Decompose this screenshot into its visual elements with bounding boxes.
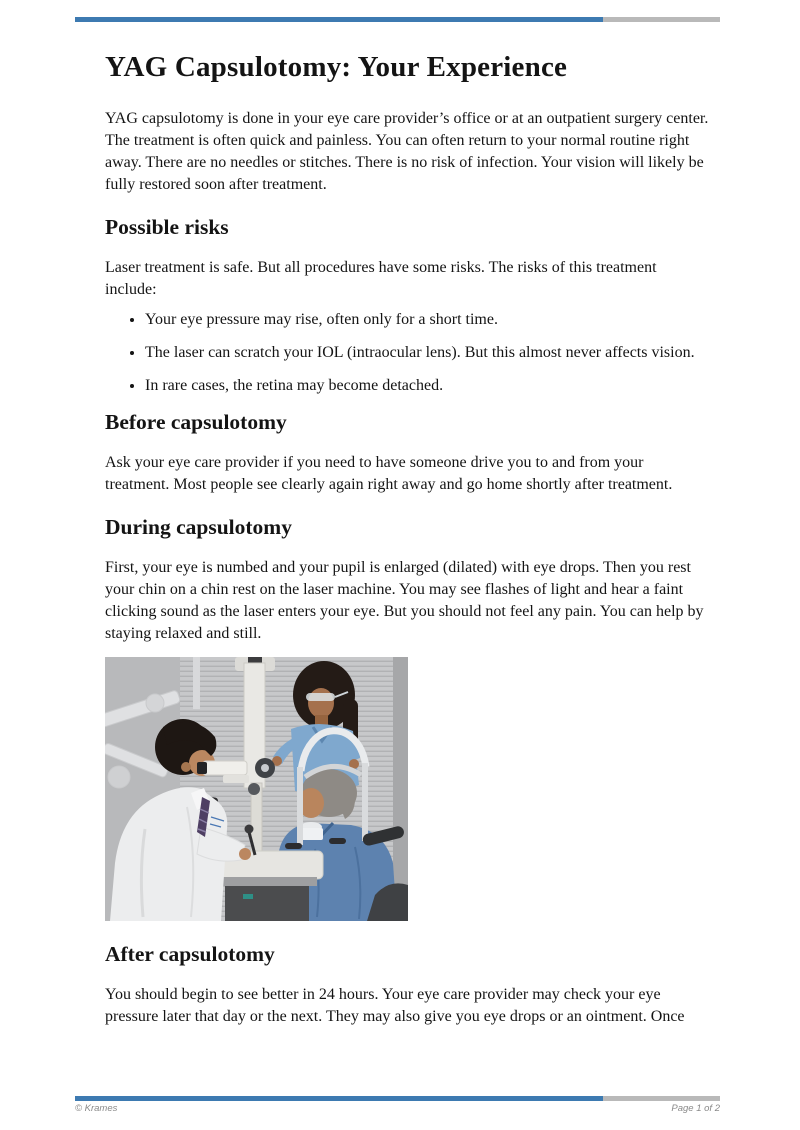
during-paragraph: First, your eye is numbed and your pupil is enlarged (dilated) with eye drops. Then you rest your chin on a chin rest on the laser machine. You may see flashes of light and hear a faint clicking sound as the laser enters your eye. But you should not feel any pain. You can help by staying relaxed and still.: [105, 559, 704, 642]
copyright-text: © Krames: [75, 1103, 118, 1114]
heading-during-capsulotomy: During capsulotomy: [105, 515, 292, 539]
page-number: Page 1 of 2: [671, 1103, 720, 1114]
after-paragraph: You should begin to see better in 24 hours. Your eye care provider may check your eye pressure later that day or the next. They may also give you eye drops or an ointment. Once: [105, 986, 685, 1025]
page-footer: [75, 1103, 720, 1114]
heading-after-capsulotomy: After capsulotomy: [105, 942, 275, 966]
procedure-photo: [105, 657, 408, 921]
risk-item: • In rare cases, the retina may become detached.: [145, 375, 709, 397]
bottom-rule-accent: [75, 1096, 603, 1101]
risk-item: • Your eye pressure may rise, often only for a short time.: [145, 309, 709, 331]
risk-item: • The laser can scratch your IOL (intraocular lens). But this almost never affects vision.: [145, 342, 709, 364]
heading-possible-risks: Possible risks: [105, 215, 229, 239]
risks-paragraph: Laser treatment is safe. But all procedures have some risks. The risks of this treatment include:: [105, 259, 657, 298]
document-content: [105, 0, 709, 1046]
page-title: YAG Capsulotomy: Your Experience: [105, 51, 568, 83]
bottom-rule: [75, 1096, 720, 1101]
before-paragraph: Ask your eye care provider if you need to have someone drive you to and from your treatment. Most people see clearly again right away and go home shortly after treatment.: [105, 454, 673, 493]
heading-before-capsulotomy: Before capsulotomy: [105, 410, 287, 434]
intro-paragraph: YAG capsulotomy is done in your eye care provider’s office or at an outpatient surgery center. The treatment is often quick and painless. You can often return to your normal routine right away. There are no needles or stitches. There is no risk of infection. Your vision will likely be fully restored soon after treatment.: [105, 110, 709, 193]
risks-list: [105, 309, 709, 397]
